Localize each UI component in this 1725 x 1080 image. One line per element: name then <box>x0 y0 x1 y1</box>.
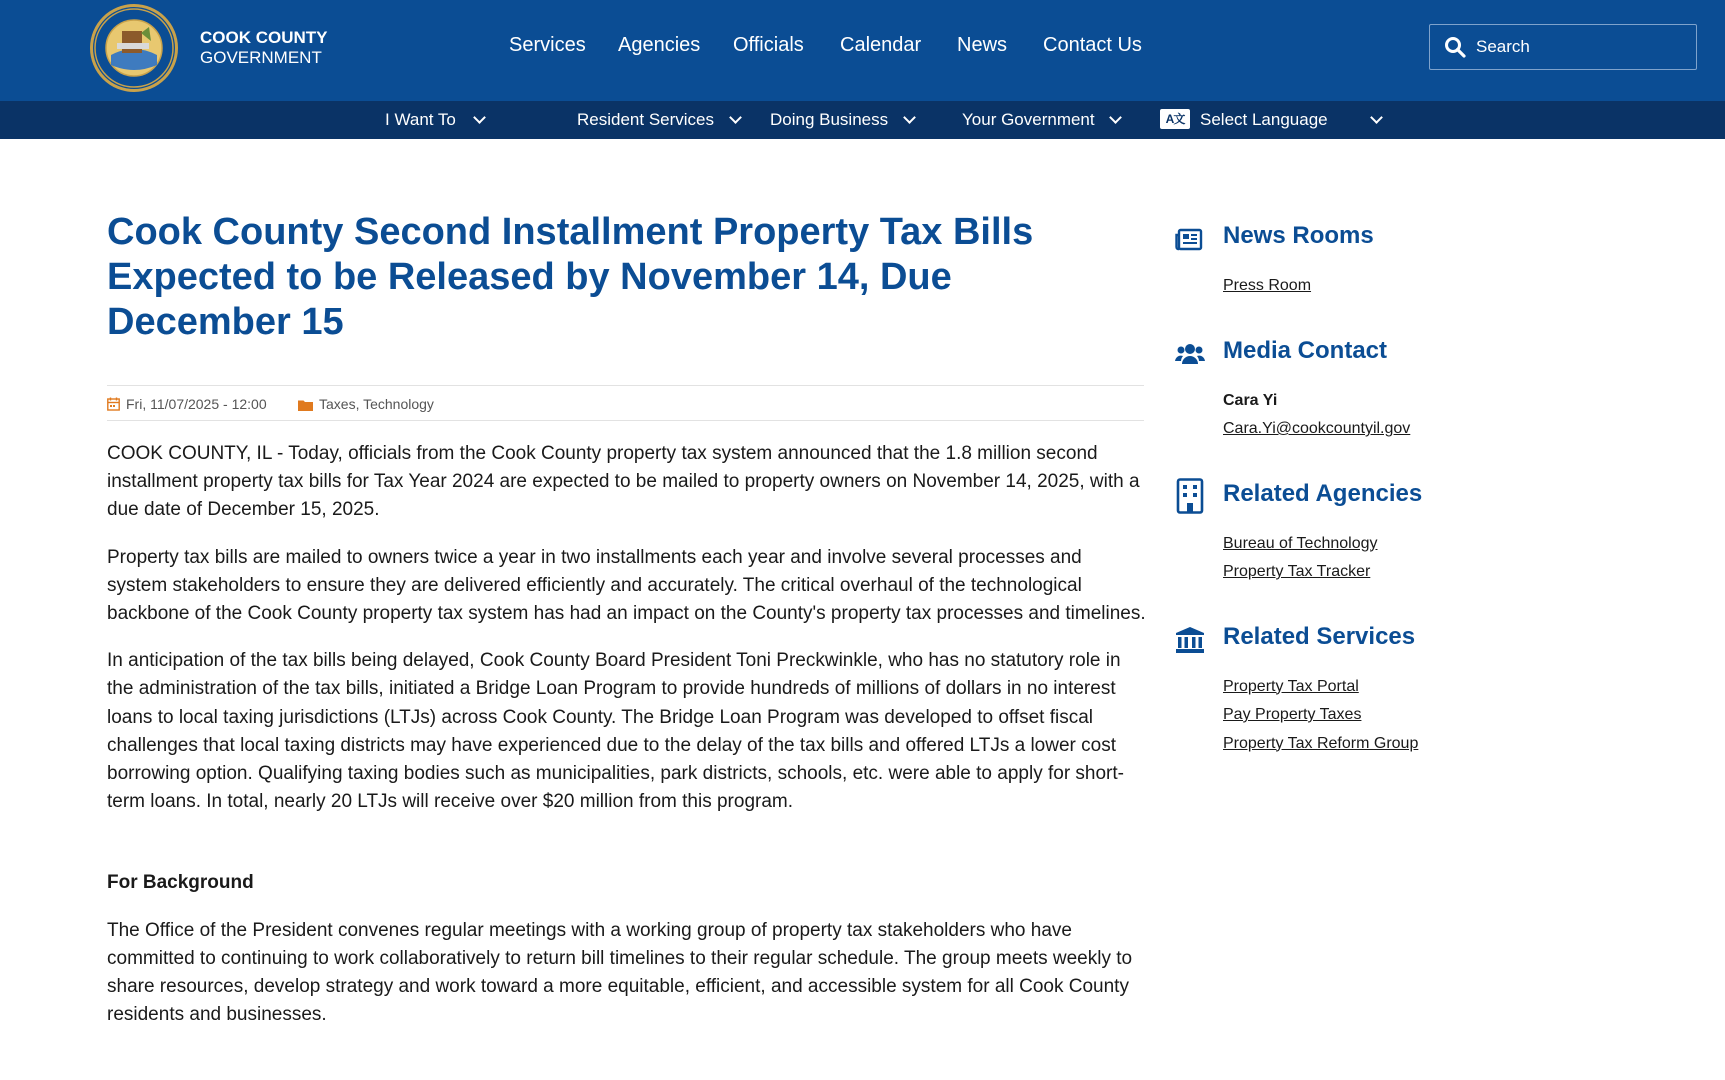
article-title: Cook County Second Installment Property Tax Bills Expected to be Released by November 14, Due December 15 <box>107 211 1034 343</box>
chevron-down-icon <box>903 111 916 124</box>
nav-services[interactable]: Services <box>509 34 586 56</box>
cook-county-seal-logo[interactable] <box>89 3 179 93</box>
chevron-down-icon <box>1109 111 1122 124</box>
article-date <box>107 396 267 412</box>
translate-icon: A文 <box>1160 109 1190 129</box>
search-box <box>1429 24 1697 70</box>
press-room-link[interactable]: Press Room <box>1223 277 1312 294</box>
folder-icon <box>298 399 313 411</box>
article-body <box>107 440 1147 1048</box>
subnav-resident-services[interactable] <box>577 101 740 139</box>
chevron-down-icon <box>729 111 742 124</box>
subnav-doing-business[interactable] <box>770 101 914 139</box>
news-rooms-section <box>1175 222 1575 301</box>
language-selector-label: Select Language <box>1200 110 1328 129</box>
article-meta <box>107 385 1144 421</box>
subnav-your-government-label: Your Government <box>962 110 1095 129</box>
bureau-of-technology-link[interactable]: Bureau of Technology <box>1223 534 1378 552</box>
nav-contact-us[interactable]: Contact Us <box>1043 34 1142 56</box>
language-selector[interactable] <box>1160 101 1381 139</box>
related-agencies-heading: Related Agencies <box>1223 479 1423 507</box>
pay-property-taxes-link[interactable]: Pay Property Taxes <box>1223 706 1362 723</box>
property-tax-reform-group-link[interactable]: Property Tax Reform Group <box>1223 734 1419 752</box>
top-header <box>0 0 1725 101</box>
brand[interactable] <box>200 28 328 68</box>
subnav-your-government[interactable] <box>962 101 1120 139</box>
building-icon <box>1175 478 1205 514</box>
search-input[interactable] <box>1476 33 1686 61</box>
media-contact-heading: Media Contact <box>1223 336 1388 364</box>
sidebar <box>1175 222 1575 758</box>
sub-nav <box>0 101 1725 139</box>
contact-email-link[interactable]: Cara.Yi@cookcountyil.gov <box>1223 420 1411 437</box>
government-building-icon <box>1175 626 1205 654</box>
chevron-down-icon <box>1370 111 1383 124</box>
article-categories <box>298 396 434 412</box>
related-agencies-section <box>1175 480 1575 587</box>
brand-line-1: COOK COUNTY <box>200 28 328 47</box>
users-icon <box>1175 340 1205 368</box>
subnav-resident-services-label: Resident Services <box>577 110 715 129</box>
article-categories-text[interactable]: Taxes, Technology <box>319 396 434 412</box>
chevron-down-icon <box>473 111 486 124</box>
calendar-icon <box>107 397 120 411</box>
nav-officials[interactable]: Officials <box>733 34 804 56</box>
article-paragraph-2: Property tax bills are mailed to owners twice a year in two installments each year and involve several processes and system stakeholders to ensure they are delivered efficiently and accurately. The critical overhaul of the technological backbone of the Cook County property tax system has had an impact on the County's property tax processes and timelines. <box>107 546 1146 625</box>
subnav-i-want-to[interactable] <box>385 101 484 139</box>
nav-agencies[interactable]: Agencies <box>618 34 701 56</box>
contact-name: Cara Yi <box>1223 391 1278 409</box>
subnav-i-want-to-label: I Want To <box>385 110 456 129</box>
news-rooms-heading: News Rooms <box>1223 222 1374 249</box>
article-date-text: Fri, 11/07/2025 - 12:00 <box>126 396 267 412</box>
nav-calendar[interactable]: Calendar <box>840 34 922 56</box>
media-contact-section <box>1175 337 1575 444</box>
related-services-section <box>1175 623 1575 759</box>
newspaper-icon <box>1175 225 1205 253</box>
subnav-doing-business-label: Doing Business <box>770 110 889 129</box>
related-services-heading: Related Services <box>1223 622 1416 650</box>
article-paragraph-3: In anticipation of the tax bills being delayed, Cook County Board President Toni Preckwinkle, who has no statutory role in the administration of the tax bills, initiated a Bridge Loan Program to provide hundreds of millions of dollars in no interest loans to local taxing jurisdictions (LTJs) across Cook County. The Bridge Loan Program was developed to offset fiscal challenges that local taxing districts may have experienced due to the delay of the tax bills and offered LTJs a lower cost borrowing option. Qualifying taxing bodies such as municipalities, park districts, schools, etc. were able to apply for short-term loans. In total, nearly 20 LTJs will receive over $20 million from this program. <box>107 650 1124 813</box>
property-tax-tracker-link[interactable]: Property Tax Tracker <box>1223 563 1371 580</box>
background-paragraph: The Office of the President convenes regular meetings with a working group of property tax stakeholders who have committed to continuing to work collaboratively to return bill timelines to their regular schedule. The group meets weekly to share resources, develop strategy and work toward a more equitable, efficient, and accessible system for all Cook County residents and businesses. <box>107 919 1133 1026</box>
background-heading: For Background <box>107 872 254 894</box>
nav-news[interactable]: News <box>957 34 1008 56</box>
search-icon[interactable] <box>1444 36 1466 58</box>
property-tax-portal-link[interactable]: Property Tax Portal <box>1223 677 1359 695</box>
article-paragraph-1: COOK COUNTY, IL - Today, officials from the Cook County property tax system announced that the 1.8 million second installment property tax bills for Tax Year 2024 are expected to be mailed to property owners on November 14, 2025, with a due date of December 15, 2025. <box>107 443 1140 521</box>
brand-line-2: GOVERNMENT <box>200 48 322 67</box>
